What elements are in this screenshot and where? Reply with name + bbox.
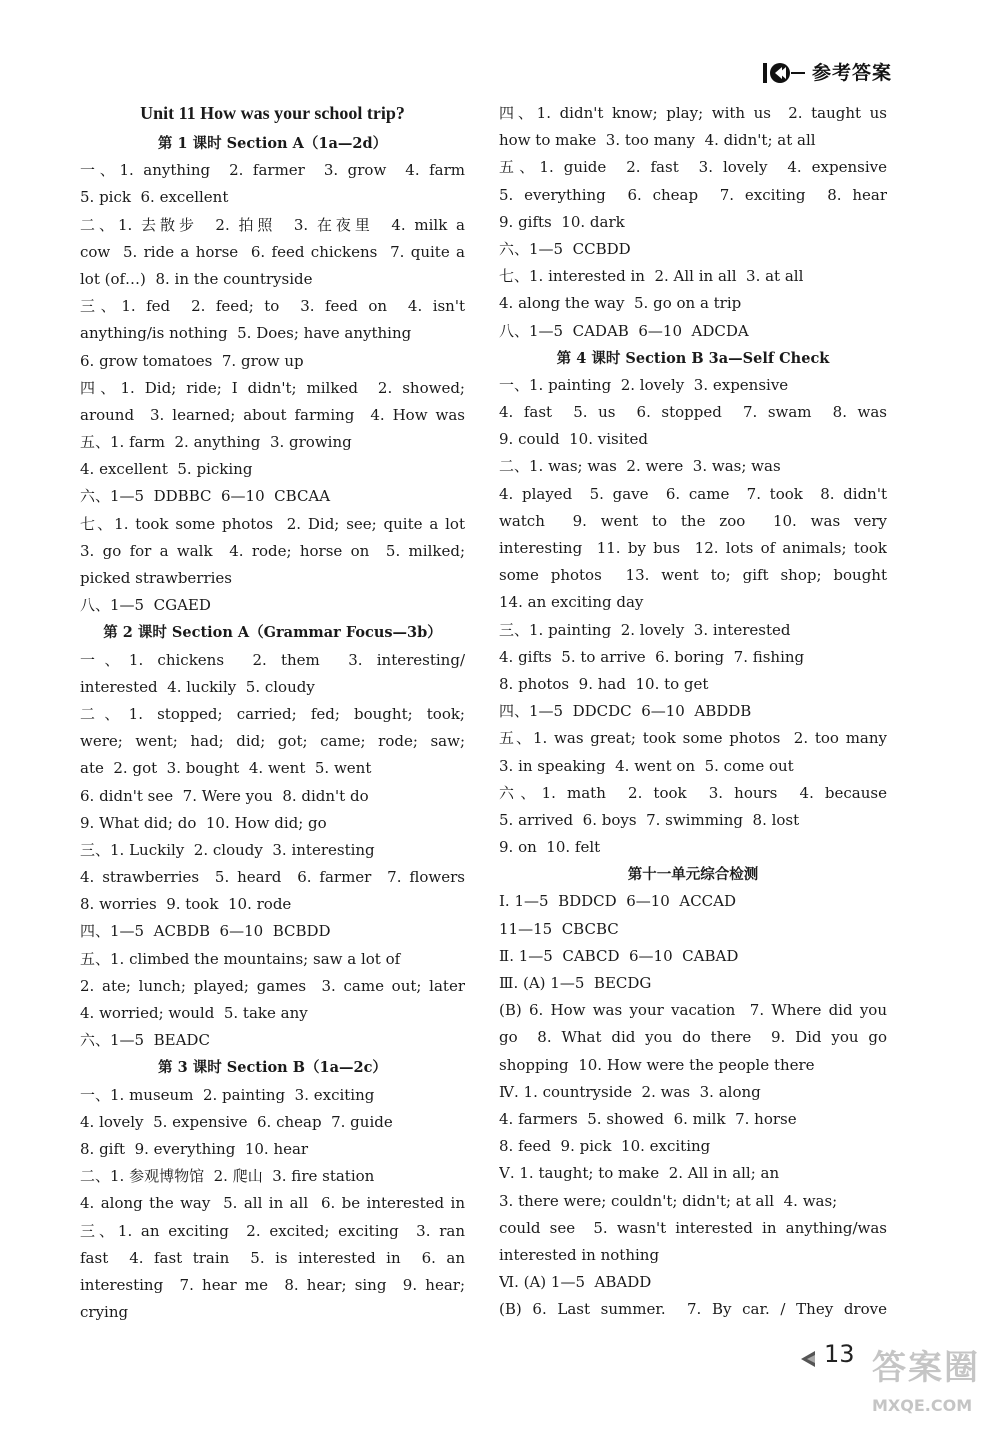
section-heading: 第 2 课时 Section A（Grammar Focus—3b） [103, 624, 442, 642]
arrow-left-icon [800, 1350, 816, 1368]
answer-line: 4. along the way 5. all in all 6. be interested in [80, 1194, 465, 1213]
answer-line: shopping 10. How were the people there [499, 1055, 815, 1074]
answer-line: 6. grow tomatoes 7. grow up [80, 351, 304, 370]
answer-line: 二、1. 参观博物馆 2. 爬山 3. fire station [80, 1167, 375, 1186]
answer-line: interesting 7. hear me 8. hear; sing 9. hear; [80, 1275, 465, 1294]
answer-line: 四、1. Did; ride; I didn't; milked 2. showed; [80, 378, 465, 397]
left-answer-column [80, 100, 465, 1326]
answer-line: 七、1. interested in 2. All in all 3. at all [499, 267, 804, 286]
answer-line: some photos 13. went to; gift shop; bought [499, 566, 887, 585]
answer-line: could see 5. wasn't interested in anything/was [499, 1218, 887, 1237]
answer-line: anything/is nothing 5. Does; have anything [80, 324, 412, 343]
answer-line: (B) 6. Last summer. 7. By car. / They drove [499, 1300, 887, 1319]
answer-line: interested 4. luckily 5. cloudy [80, 677, 315, 696]
answer-line: were; went; had; did; got; came; rode; saw; [80, 732, 465, 751]
answer-line: 八、1—5 CGAED [80, 596, 211, 615]
answer-line: 七、1. took some photos 2. Did; see; quite a lot [80, 514, 465, 533]
answer-line: 6. didn't see 7. Were you 8. didn't do [80, 786, 369, 805]
answer-line: 二、1. 去散步 2. 拍照 3. 在夜里 4. milk a [80, 215, 465, 234]
answer-line: go 8. What did you do there 9. Did you go [499, 1028, 887, 1047]
answer-line: 4. lovely 5. expensive 6. cheap 7. guide [80, 1112, 393, 1131]
answer-line: 5. arrived 6. boys 7. swimming 8. lost [499, 810, 800, 829]
answer-line: 一、1. painting 2. lovely 3. expensive [499, 375, 789, 394]
answer-line: ate 2. got 3. bought 4. went 5. went [80, 759, 372, 778]
answer-line: how to make 3. too many 4. didn't; at all [499, 131, 816, 150]
answer-line: Ⅵ. (A) 1—5 ABADD [499, 1273, 652, 1292]
answer-line: 五、1. farm 2. anything 3. growing [80, 433, 352, 452]
answer-line: 二、1. was; was 2. were 3. was; was [499, 457, 781, 476]
answer-line: 9. could 10. visited [499, 430, 649, 449]
answer-line: 11—15 CBCBC [499, 919, 619, 938]
answer-line: 六、1—5 CCBDD [499, 239, 631, 258]
watermark [872, 1340, 990, 1428]
page-header-title: 参考答案 [812, 62, 893, 84]
answer-line: picked strawberries [80, 569, 233, 588]
answer-line: 三、1. Luckily 2. cloudy 3. interesting [80, 840, 375, 859]
answer-line: 9. gifts 10. dark [499, 212, 625, 231]
answer-line: 六、1. math 2. took 3. hours 4. because [499, 783, 887, 802]
answer-line: 六、1—5 DDBBC 6—10 CBCAA [80, 487, 331, 506]
unit-title: Unit 11 How was your school trip? [140, 103, 405, 123]
answer-line: Ⅳ. 1. countryside 2. was 3. along [499, 1082, 761, 1101]
answer-line: 一、1. museum 2. painting 3. exciting [80, 1085, 375, 1104]
answer-line: 三、1. fed 2. feed; to 3. feed on 4. isn't [80, 297, 465, 316]
answer-line: Ⅰ. 1—5 BDDCD 6—10 ACCAD [499, 892, 737, 911]
answer-line: 五、1. guide 2. fast 3. lovely 4. expensive [499, 158, 887, 177]
watermark-text: 答案圈 [872, 1348, 980, 1388]
answer-line: 四、1—5 ACBDB 6—10 BCBDD [80, 922, 331, 941]
answer-line: fast 4. fast train 5. is interested in 6. an [80, 1248, 465, 1267]
answer-line: watch 9. went to the zoo 10. was very [499, 511, 887, 530]
answer-line: 9. on 10. felt [499, 838, 601, 857]
answer-line: 四、1. didn't know; play; with us 2. taught us [499, 104, 887, 122]
answer-line: 8. photos 9. had 10. to get [499, 674, 709, 693]
section-heading: 第 1 课时 Section A（1a—2d） [157, 135, 388, 152]
answer-line: 一、1. anything 2. farmer 3. grow 4. farm [80, 161, 465, 180]
answer-line: 5. everything 6. cheap 7. exciting 8. hear [499, 185, 887, 204]
watermark-url: MXQE.COM [872, 1396, 973, 1415]
answer-line: 3. in speaking 4. went on 5. come out [499, 756, 794, 775]
answer-line: 4. excellent 5. picking [80, 460, 253, 479]
answer-line: 4. farmers 5. showed 6. milk 7. horse [499, 1109, 797, 1128]
section-heading: 第 4 课时 Section B 3a—Self Check [556, 349, 830, 367]
answer-line: interested in nothing [499, 1245, 660, 1264]
answer-line: 4. played 5. gave 6. came 7. took 8. didn't [499, 484, 887, 503]
answer-line: 4. fast 5. us 6. stopped 7. swam 8. was [499, 403, 887, 422]
answer-line: interesting 11. by bus 12. lots of animals; took [499, 539, 887, 558]
answer-line: 2. ate; lunch; played; games 3. came out; later [80, 976, 465, 995]
answer-line: (B) 6. How was your vacation 7. Where did you [499, 1001, 887, 1020]
section-heading: 第 3 课时 Section B（1a—2c） [158, 1059, 387, 1077]
answer-line: 8. feed 9. pick 10. exciting [499, 1137, 711, 1156]
answer-line: 五、1. climbed the mountains; saw a lot of [80, 949, 401, 968]
answer-line: 六、1—5 BEADC [80, 1031, 210, 1050]
answer-line: 三、1. painting 2. lovely 3. interested [499, 620, 791, 639]
answer-line: 5. pick 6. excellent [80, 188, 229, 207]
answer-line: 二、1. stopped; carried; fed; bought; took; [80, 704, 465, 723]
page-number: 13 [824, 1340, 855, 1368]
answer-line: 八、1—5 CADAB 6—10 ADCDA [499, 321, 749, 340]
section-heading: 第十一单元综合检测 [627, 866, 759, 884]
answer-line: 8. gift 9. everything 10. hear [80, 1139, 309, 1158]
answer-line: 四、1—5 DDCDC 6—10 ABDDB [499, 702, 752, 721]
answer-line: 4. along the way 5. go on a trip [499, 294, 742, 313]
answer-line: Ⅲ. (A) 1—5 BECDG [499, 974, 652, 993]
answer-line: 3. there were; couldn't; didn't; at all 4. was; [499, 1191, 838, 1210]
answer-line: crying [80, 1303, 129, 1322]
answer-line: 3. go for a walk 4. rode; horse on 5. milked; [80, 541, 465, 560]
answer-line: lot (of…) 8. in the countryside [80, 269, 313, 288]
answer-line: 三、1. an exciting 2. excited; exciting 3. ran [80, 1221, 465, 1240]
right-answer-column [499, 100, 887, 1323]
answer-line: 14. an exciting day [499, 593, 644, 612]
answer-line: Ⅴ. 1. taught; to make 2. All in all; an [499, 1164, 780, 1183]
answer-line: cow 5. ride a horse 6. feed chickens 7. quite a [80, 242, 465, 261]
answer-line: around 3. learned; about farming 4. How was [80, 405, 465, 424]
answer-line: 4. worried; would 5. take any [80, 1004, 308, 1023]
answer-line: 五、1. was great; took some photos 2. too many [499, 729, 887, 748]
answer-line: 一、1. chickens 2. them 3. interesting/ [80, 650, 465, 669]
answer-line: 4. gifts 5. to arrive 6. boring 7. fishing [499, 647, 805, 666]
answer-line: Ⅱ. 1—5 CABCD 6—10 CABAD [499, 946, 739, 965]
answer-line: 9. What did; do 10. How did; go [80, 813, 327, 832]
answer-line: 8. worries 9. took 10. rode [80, 895, 292, 914]
double-arrow-logo-icon [762, 60, 806, 86]
answer-line: 4. strawberries 5. heard 6. farmer 7. flowers [80, 868, 465, 887]
